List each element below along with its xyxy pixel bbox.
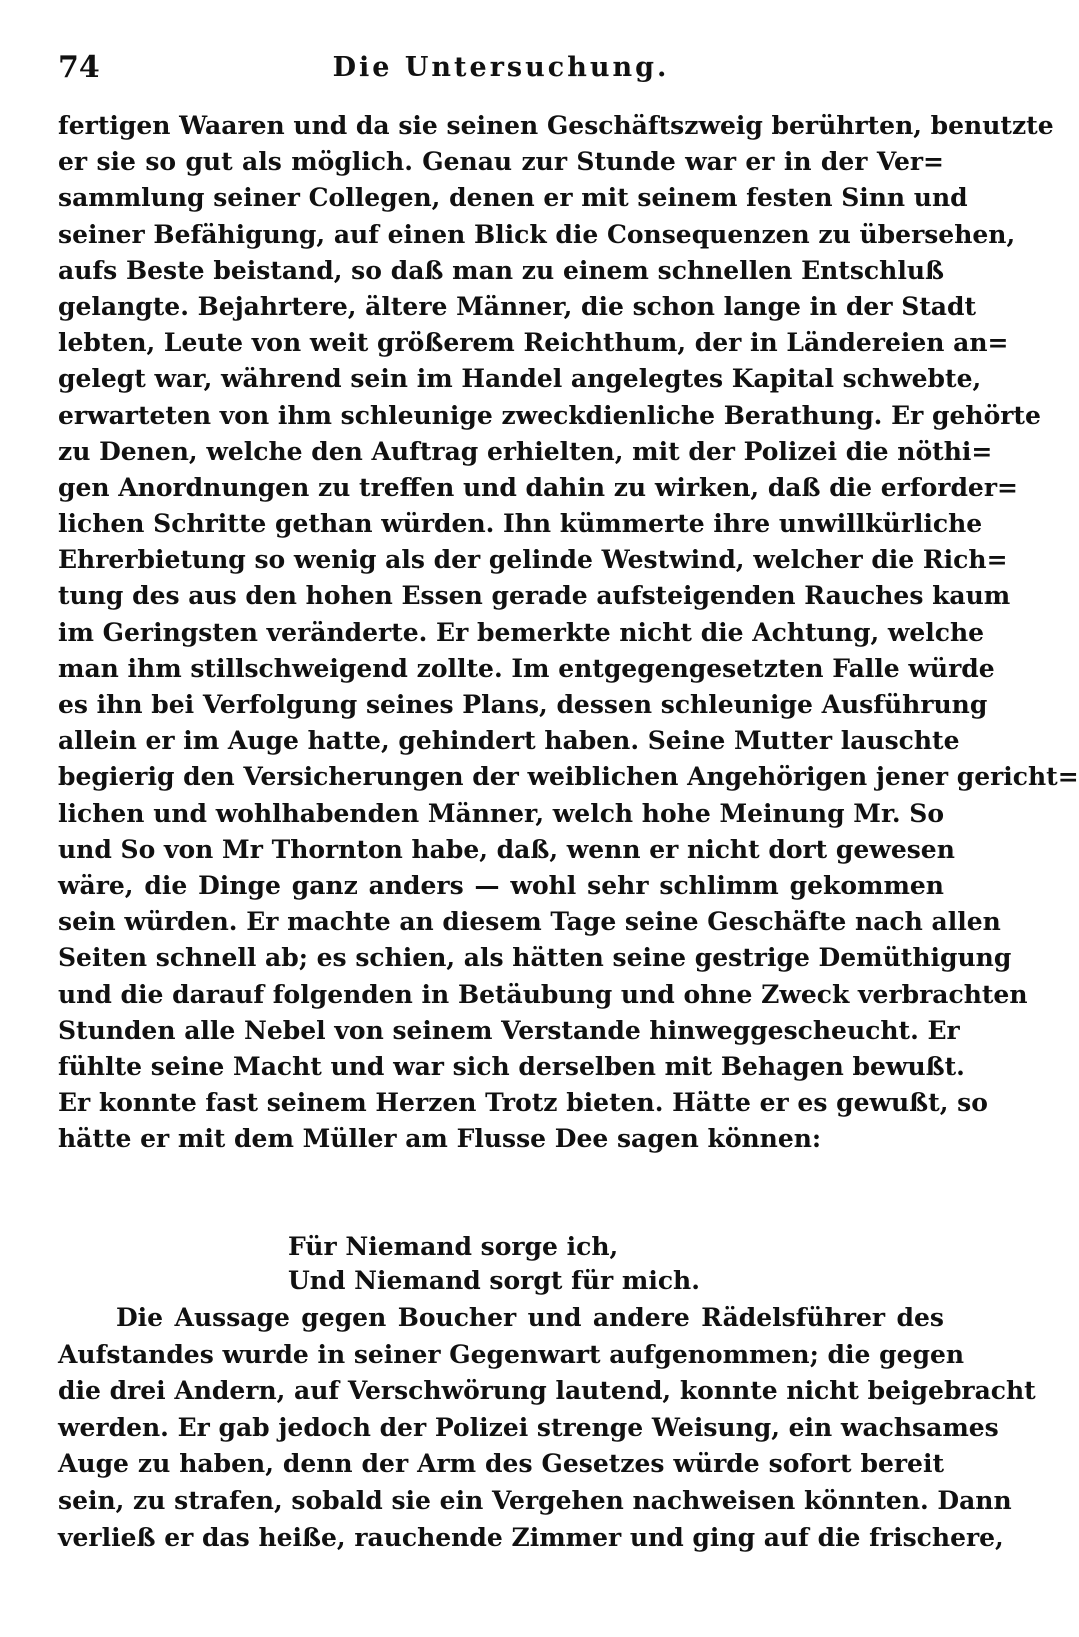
text-line: lichen und wohlhabenden Männer, welch hohe Meinung Mr. So bbox=[58, 798, 944, 828]
text-line: fühlte seine Macht und war sich derselben mit Behagen bewußt. bbox=[58, 1051, 965, 1081]
text-line: Die Aussage gegen Boucher und andere Rädelsführer des bbox=[116, 1303, 944, 1332]
verse-line: Für Niemand sorge ich, bbox=[288, 1232, 619, 1261]
text-line: werden. Er gab jedoch der Polizei strenge Weisung, ein wachsames bbox=[58, 1412, 999, 1442]
text-line: lebten, Leute von weit größerem Reichthum, der in Ländereien an= bbox=[58, 328, 1009, 358]
text-line: und die darauf folgenden in Betäubung und ohne Zweck verbrachten bbox=[58, 979, 1028, 1009]
text-line: sammlung seiner Collegen, denen er mit seinem festen Sinn und bbox=[58, 183, 968, 213]
page-header bbox=[58, 48, 944, 88]
text-line: gen Anordnungen zu treffen und dahin zu wirken, daß die erforder= bbox=[58, 472, 1018, 502]
text-line: Seiten schnell ab; es schien, als hätten seine gestrige Demüthigung bbox=[58, 943, 1012, 973]
text-line: hätte er mit dem Müller am Flusse Dee sagen können: bbox=[58, 1124, 822, 1154]
text-line: lichen Schritte gethan würden. Ihn kümmerte ihre unwillkürliche bbox=[58, 509, 983, 539]
text-line: man ihm stillschweigend zollte. Im entgegengesetzten Falle würde bbox=[58, 653, 995, 683]
text-line: tung des aus den hohen Essen gerade aufsteigenden Rauches kaum bbox=[58, 581, 1011, 611]
text-line: er sie so gut als möglich. Genau zur Stunde war er in der Ver= bbox=[58, 147, 944, 177]
text-line: seiner Befähigung, auf einen Blick die Consequenzen zu übersehen, bbox=[58, 219, 1016, 249]
text-line: und So von Mr Thornton habe, daß, wenn er nicht dort gewesen bbox=[58, 834, 955, 864]
text-line: allein er im Auge hatte, gehindert haben. Seine Mutter lauschte bbox=[58, 726, 960, 756]
text-line: Auge zu haben, denn der Arm des Gesetzes würde sofort bereit bbox=[58, 1449, 944, 1479]
verse-quote bbox=[288, 1230, 700, 1298]
text-line: gelangte. Bejahrtere, ältere Männer, die schon lange in der Stadt bbox=[58, 291, 977, 321]
text-line: sein, zu strafen, sobald sie ein Vergehen nachweisen könnten. Dann bbox=[58, 1485, 1012, 1515]
page-number: 74 bbox=[58, 50, 100, 85]
text-line: Er konnte fast seinem Herzen Trotz bieten. Hätte er es gewußt, so bbox=[58, 1088, 988, 1118]
text-line: es ihn bei Verfolgung seines Plans, dessen schleunige Ausführung bbox=[58, 690, 988, 719]
text-line: erwarteten von ihm schleunige zweckdienliche Berathung. Er gehörte bbox=[58, 400, 1041, 430]
paragraph-1 bbox=[58, 108, 1079, 1157]
text-line: Stunden alle Nebel von seinem Verstande hinweggescheucht. Er bbox=[58, 1015, 960, 1045]
verse-line: Und Niemand sorgt für mich. bbox=[288, 1266, 700, 1295]
text-line: zu Denen, welche den Auftrag erhielten, mit der Polizei die nöthi= bbox=[58, 436, 993, 466]
text-line: Ehrerbietung so wenig als der gelinde Westwind, welcher die Rich= bbox=[58, 545, 1008, 575]
text-line: fertigen Waaren und da sie seinen Geschäftszweig berührten, benutzte bbox=[58, 111, 1054, 140]
paragraph-2 bbox=[58, 1300, 1036, 1556]
text-line: sein würden. Er machte an diesem Tage seine Geschäfte nach allen bbox=[58, 907, 1001, 937]
running-head: Die Untersuchung. bbox=[332, 52, 670, 83]
text-line: aufs Beste beistand, so daß man zu einem schnellen Entschluß bbox=[58, 255, 944, 285]
text-line: im Geringsten veränderte. Er bemerkte nicht die Achtung, welche bbox=[58, 617, 985, 647]
text-line: gelegt war, während sein im Handel angelegtes Kapital schwebte, bbox=[58, 364, 982, 394]
text-line: die drei Andern, auf Verschwörung lautend, konnte nicht beigebracht bbox=[58, 1376, 1036, 1406]
text-line: Aufstandes wurde in seiner Gegenwart aufgenommen; die gegen bbox=[58, 1339, 965, 1369]
text-line: wäre, die Dinge ganz anders — wohl sehr schlimm gekommen bbox=[58, 870, 944, 900]
text-line: begierig den Versicherungen der weiblichen Angehörigen jener gericht= bbox=[58, 762, 1079, 792]
text-line: verließ er das heiße, rauchende Zimmer und ging auf die frischere, bbox=[58, 1522, 1004, 1552]
